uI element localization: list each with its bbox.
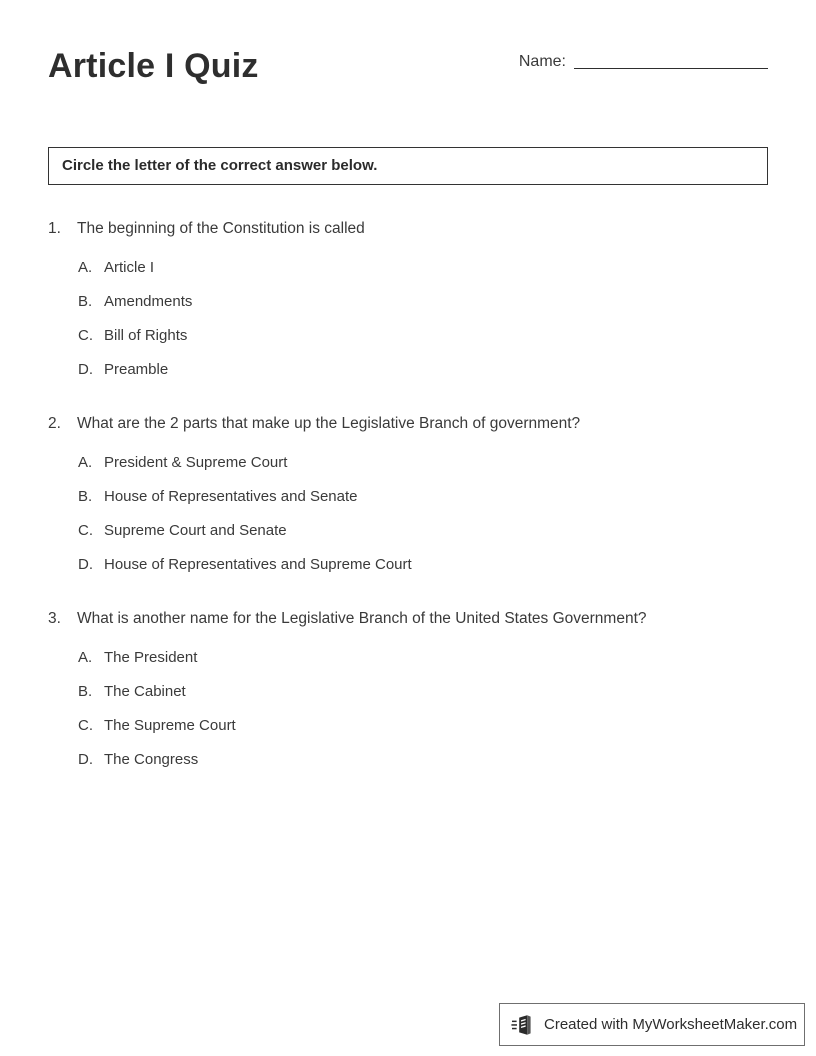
- option-letter[interactable]: C.: [78, 522, 93, 539]
- question-prompt: [48, 413, 778, 434]
- option-text: The Congress: [104, 751, 199, 768]
- option-text: President & Supreme Court: [104, 454, 288, 471]
- option-list: [48, 453, 778, 575]
- option-item[interactable]: [48, 453, 778, 473]
- option-item[interactable]: [48, 555, 778, 575]
- option-letter[interactable]: D.: [78, 751, 93, 768]
- question-text: The beginning of the Constitution is called: [77, 220, 365, 237]
- question-number: 2.: [48, 415, 61, 432]
- question-text: What are the 2 parts that make up the Legislative Branch of government?: [77, 415, 581, 432]
- option-item[interactable]: [48, 648, 778, 668]
- option-list: [48, 258, 778, 380]
- option-text: The President: [104, 649, 198, 666]
- question-block: [48, 218, 778, 380]
- option-text: Article I: [104, 259, 155, 276]
- option-list: [48, 648, 778, 770]
- footer-badge[interactable]: [499, 1003, 805, 1046]
- option-item[interactable]: [48, 326, 778, 346]
- question-prompt: [48, 218, 778, 239]
- option-text: The Supreme Court: [104, 717, 236, 734]
- name-label: Name:: [518, 53, 566, 70]
- option-item[interactable]: [48, 487, 778, 507]
- option-item[interactable]: [48, 750, 778, 770]
- option-letter[interactable]: C.: [78, 327, 93, 344]
- name-field: [519, 52, 768, 72]
- option-item[interactable]: [48, 360, 778, 380]
- instruction-text: Circle the letter of the correct answer below.: [62, 157, 378, 174]
- page-title: Article I Quiz: [48, 47, 259, 85]
- option-text: House of Representatives and Supreme Court: [104, 556, 412, 573]
- option-text: Preamble: [104, 361, 169, 378]
- option-letter[interactable]: A.: [78, 259, 93, 276]
- option-letter[interactable]: B.: [78, 683, 93, 700]
- option-letter[interactable]: D.: [78, 361, 93, 378]
- option-item[interactable]: [48, 716, 778, 736]
- option-letter[interactable]: A.: [78, 649, 93, 666]
- instruction-box: [48, 147, 768, 185]
- option-item[interactable]: [48, 682, 778, 702]
- question-list: [48, 218, 778, 770]
- option-item[interactable]: [48, 292, 778, 312]
- option-text: House of Representatives and Senate: [104, 488, 358, 505]
- worksheet-header: [48, 44, 768, 100]
- option-item[interactable]: [48, 521, 778, 541]
- question-text: What is another name for the Legislative Branch of the United States Government?: [77, 610, 647, 627]
- option-item[interactable]: [48, 258, 778, 278]
- footer-text: Created with MyWorksheetMaker.com: [544, 1015, 798, 1033]
- worksheet-maker-logo-icon: [511, 1013, 535, 1037]
- option-letter[interactable]: A.: [78, 454, 93, 471]
- question-number: 3.: [48, 610, 61, 627]
- question-prompt: [48, 608, 778, 629]
- option-text: The Cabinet: [104, 683, 186, 700]
- question-block: [48, 608, 778, 770]
- option-letter[interactable]: C.: [78, 717, 93, 734]
- option-letter[interactable]: B.: [78, 293, 93, 310]
- option-text: Amendments: [104, 293, 193, 310]
- name-input-line[interactable]: [574, 68, 768, 69]
- option-text: Supreme Court and Senate: [104, 522, 287, 539]
- question-number: 1.: [48, 220, 61, 237]
- option-letter[interactable]: B.: [78, 488, 93, 505]
- option-letter[interactable]: D.: [78, 556, 93, 573]
- option-text: Bill of Rights: [104, 327, 188, 344]
- question-block: [48, 413, 778, 575]
